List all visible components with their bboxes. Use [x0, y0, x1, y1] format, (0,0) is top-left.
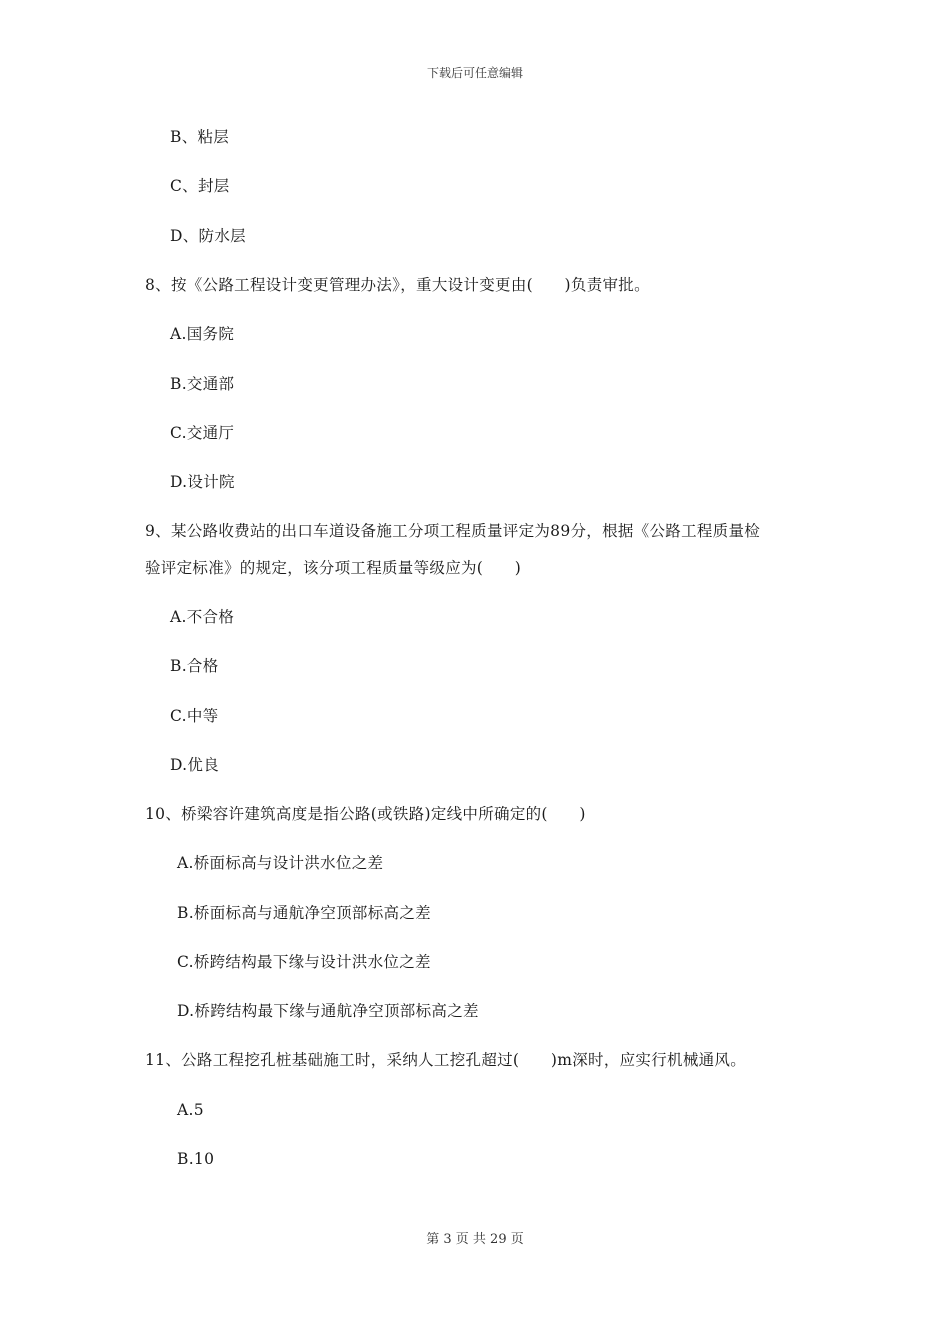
option-line: D、防水层 [170, 227, 246, 245]
option-line: D.设计院 [170, 473, 235, 491]
option-line: B.桥面标高与通航净空顶部标高之差 [177, 904, 431, 922]
option-line: A.不合格 [170, 608, 235, 626]
option-line: C、封层 [170, 177, 230, 195]
question-line: 10、桥梁容许建筑高度是指公路(或铁路)定线中所确定的( ) [145, 805, 586, 823]
option-line: C.交通厅 [170, 424, 235, 442]
option-line: C.中等 [170, 707, 219, 725]
page-header: 下载后可任意编辑 [426, 66, 523, 80]
question-line: 11、公路工程挖孔桩基础施工时，采纳人工挖孔超过( )m深时，应实行机械通风。 [145, 1051, 747, 1069]
option-line: D.优良 [170, 756, 220, 774]
option-line: B、粘层 [170, 128, 230, 146]
question-line: 8、按《公路工程设计变更管理办法》，重大设计变更由( )负责审批。 [145, 276, 650, 294]
option-line: A.国务院 [170, 325, 235, 343]
option-line: C.桥跨结构最下缘与设计洪水位之差 [177, 953, 431, 971]
option-line: A.桥面标高与设计洪水位之差 [177, 854, 384, 872]
question-line: 验评定标准》的规定，该分项工程质量等级应为( ) [145, 559, 522, 577]
page-footer: 第 3 页 共 29 页 [426, 1232, 524, 1247]
option-line: B.交通部 [170, 375, 235, 393]
option-line: B.10 [177, 1150, 215, 1168]
option-line: A.5 [177, 1101, 204, 1119]
question-line: 9、某公路收费站的出口车道设备施工分项工程质量评定为89分，根据《公路工程质量检 [145, 522, 761, 540]
option-line: D.桥跨结构最下缘与通航净空顶部标高之差 [177, 1002, 479, 1020]
option-line: B.合格 [170, 657, 219, 675]
